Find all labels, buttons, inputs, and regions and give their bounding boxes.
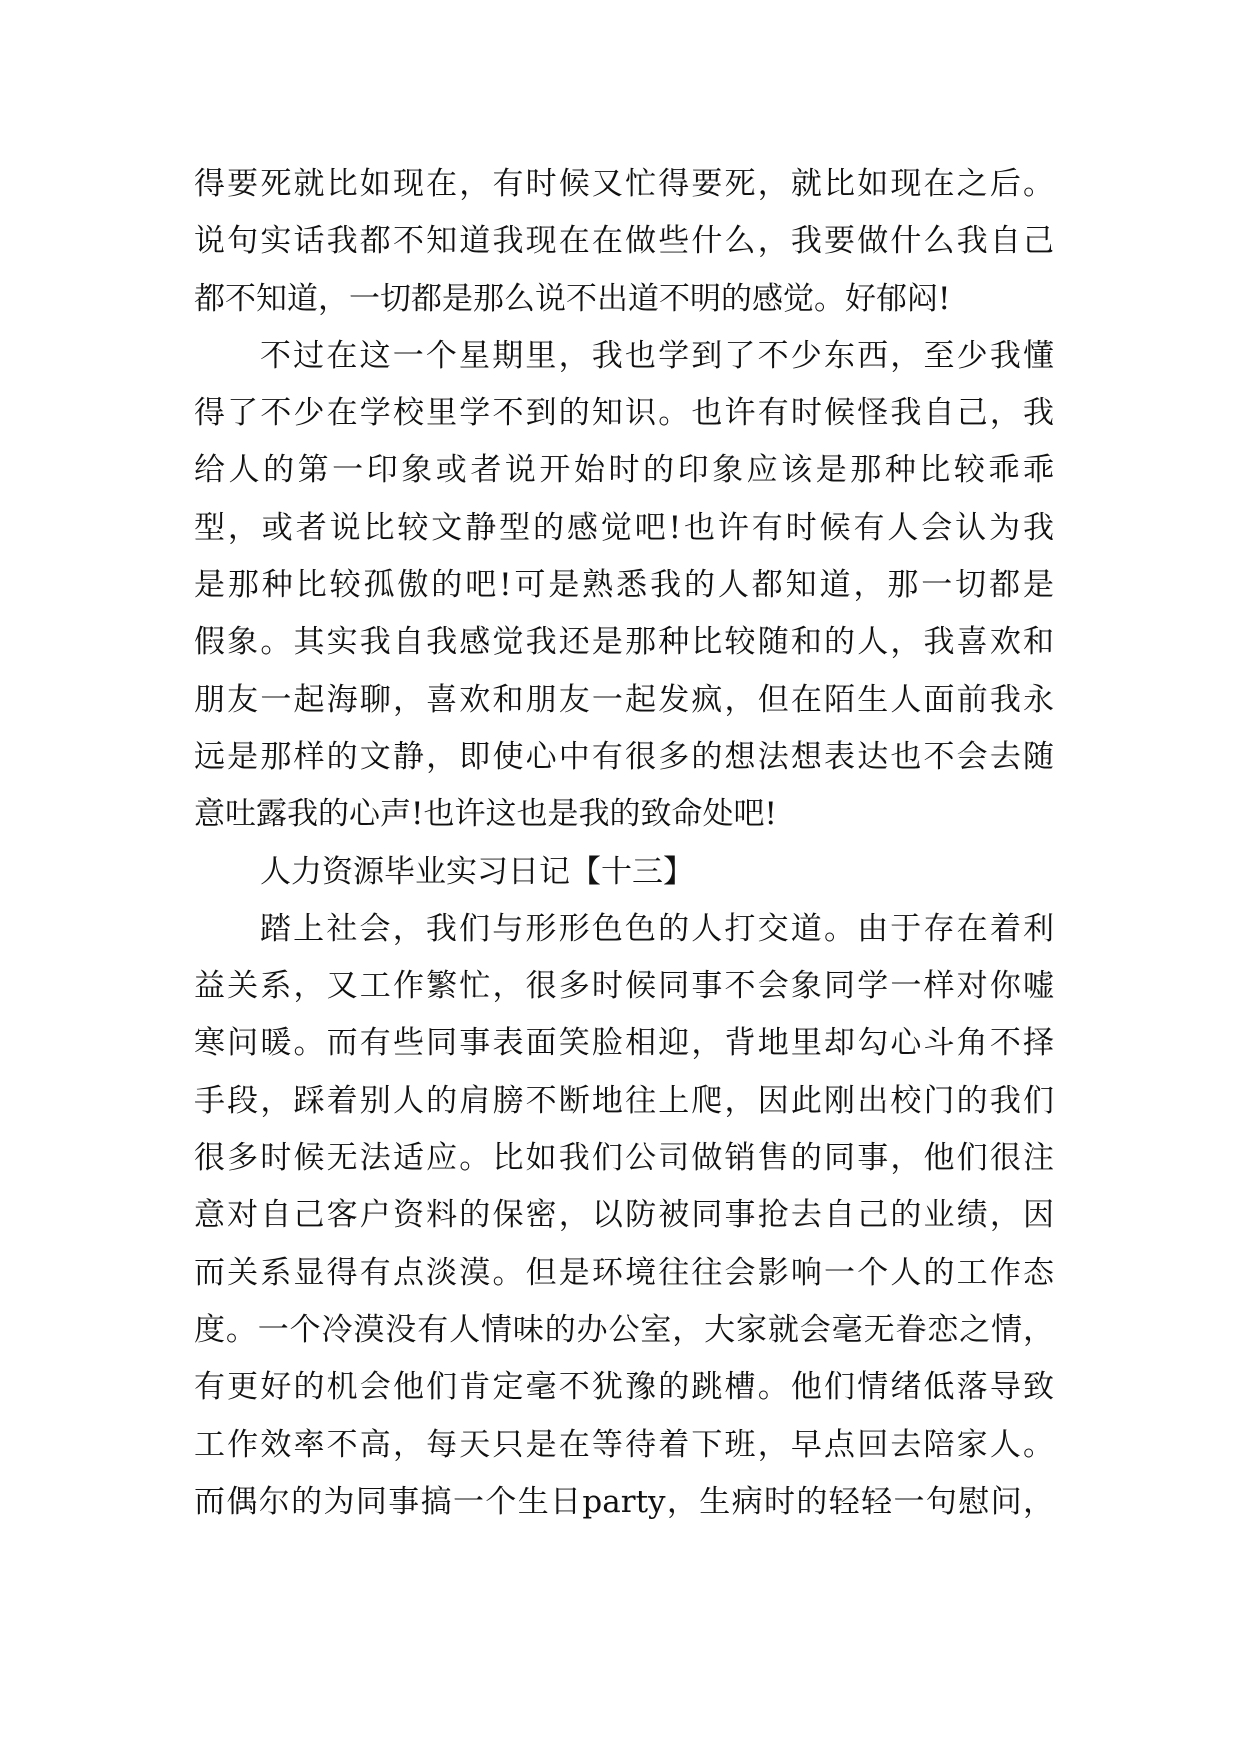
text-line: 远是那样的文静，即使心中有很多的想法想表达也不会去随 — [194, 738, 1054, 775]
text-line: 朋友一起海聊，喜欢和朋友一起发疯，但在陌生人面前我永 — [194, 681, 1054, 718]
text-line: 假象。其实我自我感觉我还是那种比较随和的人，我喜欢和 — [194, 624, 1054, 661]
text-line: 手段，踩着别人的肩膀不断地往上爬，因此刚出校门的我们 — [194, 1082, 1054, 1119]
text-line: 意吐露我的心声!也许这也是我的致命处吧! — [194, 796, 777, 833]
text-line: 说句实话我都不知道我现在在做些什么，我要做什么我自己 — [194, 223, 1054, 260]
text-line: 得要死就比如现在，有时候又忙得要死，就比如现在之后。 — [194, 166, 1054, 202]
body-text — [194, 156, 1054, 1531]
text-line: 不过在这一个星期里，我也学到了不少东西，至少我懂 — [260, 337, 1054, 374]
text-line: 很多时候无法适应。比如我们公司做销售的同事，他们很注 — [194, 1140, 1054, 1177]
text-line: 寒问暖。而有些同事表面笑脸相迎，背地里却勾心斗角不择 — [194, 1025, 1054, 1062]
text-line: 益关系，又工作繁忙，很多时候同事不会象同学一样对你嘘 — [194, 968, 1054, 1005]
text-line: 工作效率不高，每天只是在等待着下班，早点回去陪家人。 — [194, 1426, 1054, 1463]
text-line: 得了不少在学校里学不到的知识。也许有时候怪我自己，我 — [194, 395, 1054, 432]
text-line: 给人的第一印象或者说开始时的印象应该是那种比较乖乖 — [194, 452, 1054, 489]
text-line: 人力资源毕业实习日记【十三】 — [260, 853, 694, 890]
text-line: 意对自己客户资料的保密，以防被同事抢去自己的业绩，因 — [194, 1197, 1054, 1234]
text-line: 踏上社会，我们与形形色色的人打交道。由于存在着利 — [260, 910, 1054, 947]
text-line: 而偶尔的为同事搞一个生日party，生病时的轻轻一句慰问， — [194, 1483, 1054, 1520]
text-line: 度。一个冷漠没有人情味的办公室，大家就会毫无眷恋之情， — [194, 1311, 1054, 1348]
text-line: 而关系显得有点淡漠。但是环境往往会影响一个人的工作态 — [194, 1254, 1054, 1291]
text-line: 型，或者说比较文静型的感觉吧!也许有时候有人会认为我 — [194, 509, 1054, 546]
text-line: 是那种比较孤傲的吧!可是熟悉我的人都知道，那一切都是 — [194, 567, 1054, 604]
text-line: 都不知道，一切都是那么说不出道不明的感觉。好郁闷! — [194, 280, 951, 317]
text-line: 有更好的机会他们肯定毫不犹豫的跳槽。他们情绪低落导致 — [194, 1369, 1054, 1406]
